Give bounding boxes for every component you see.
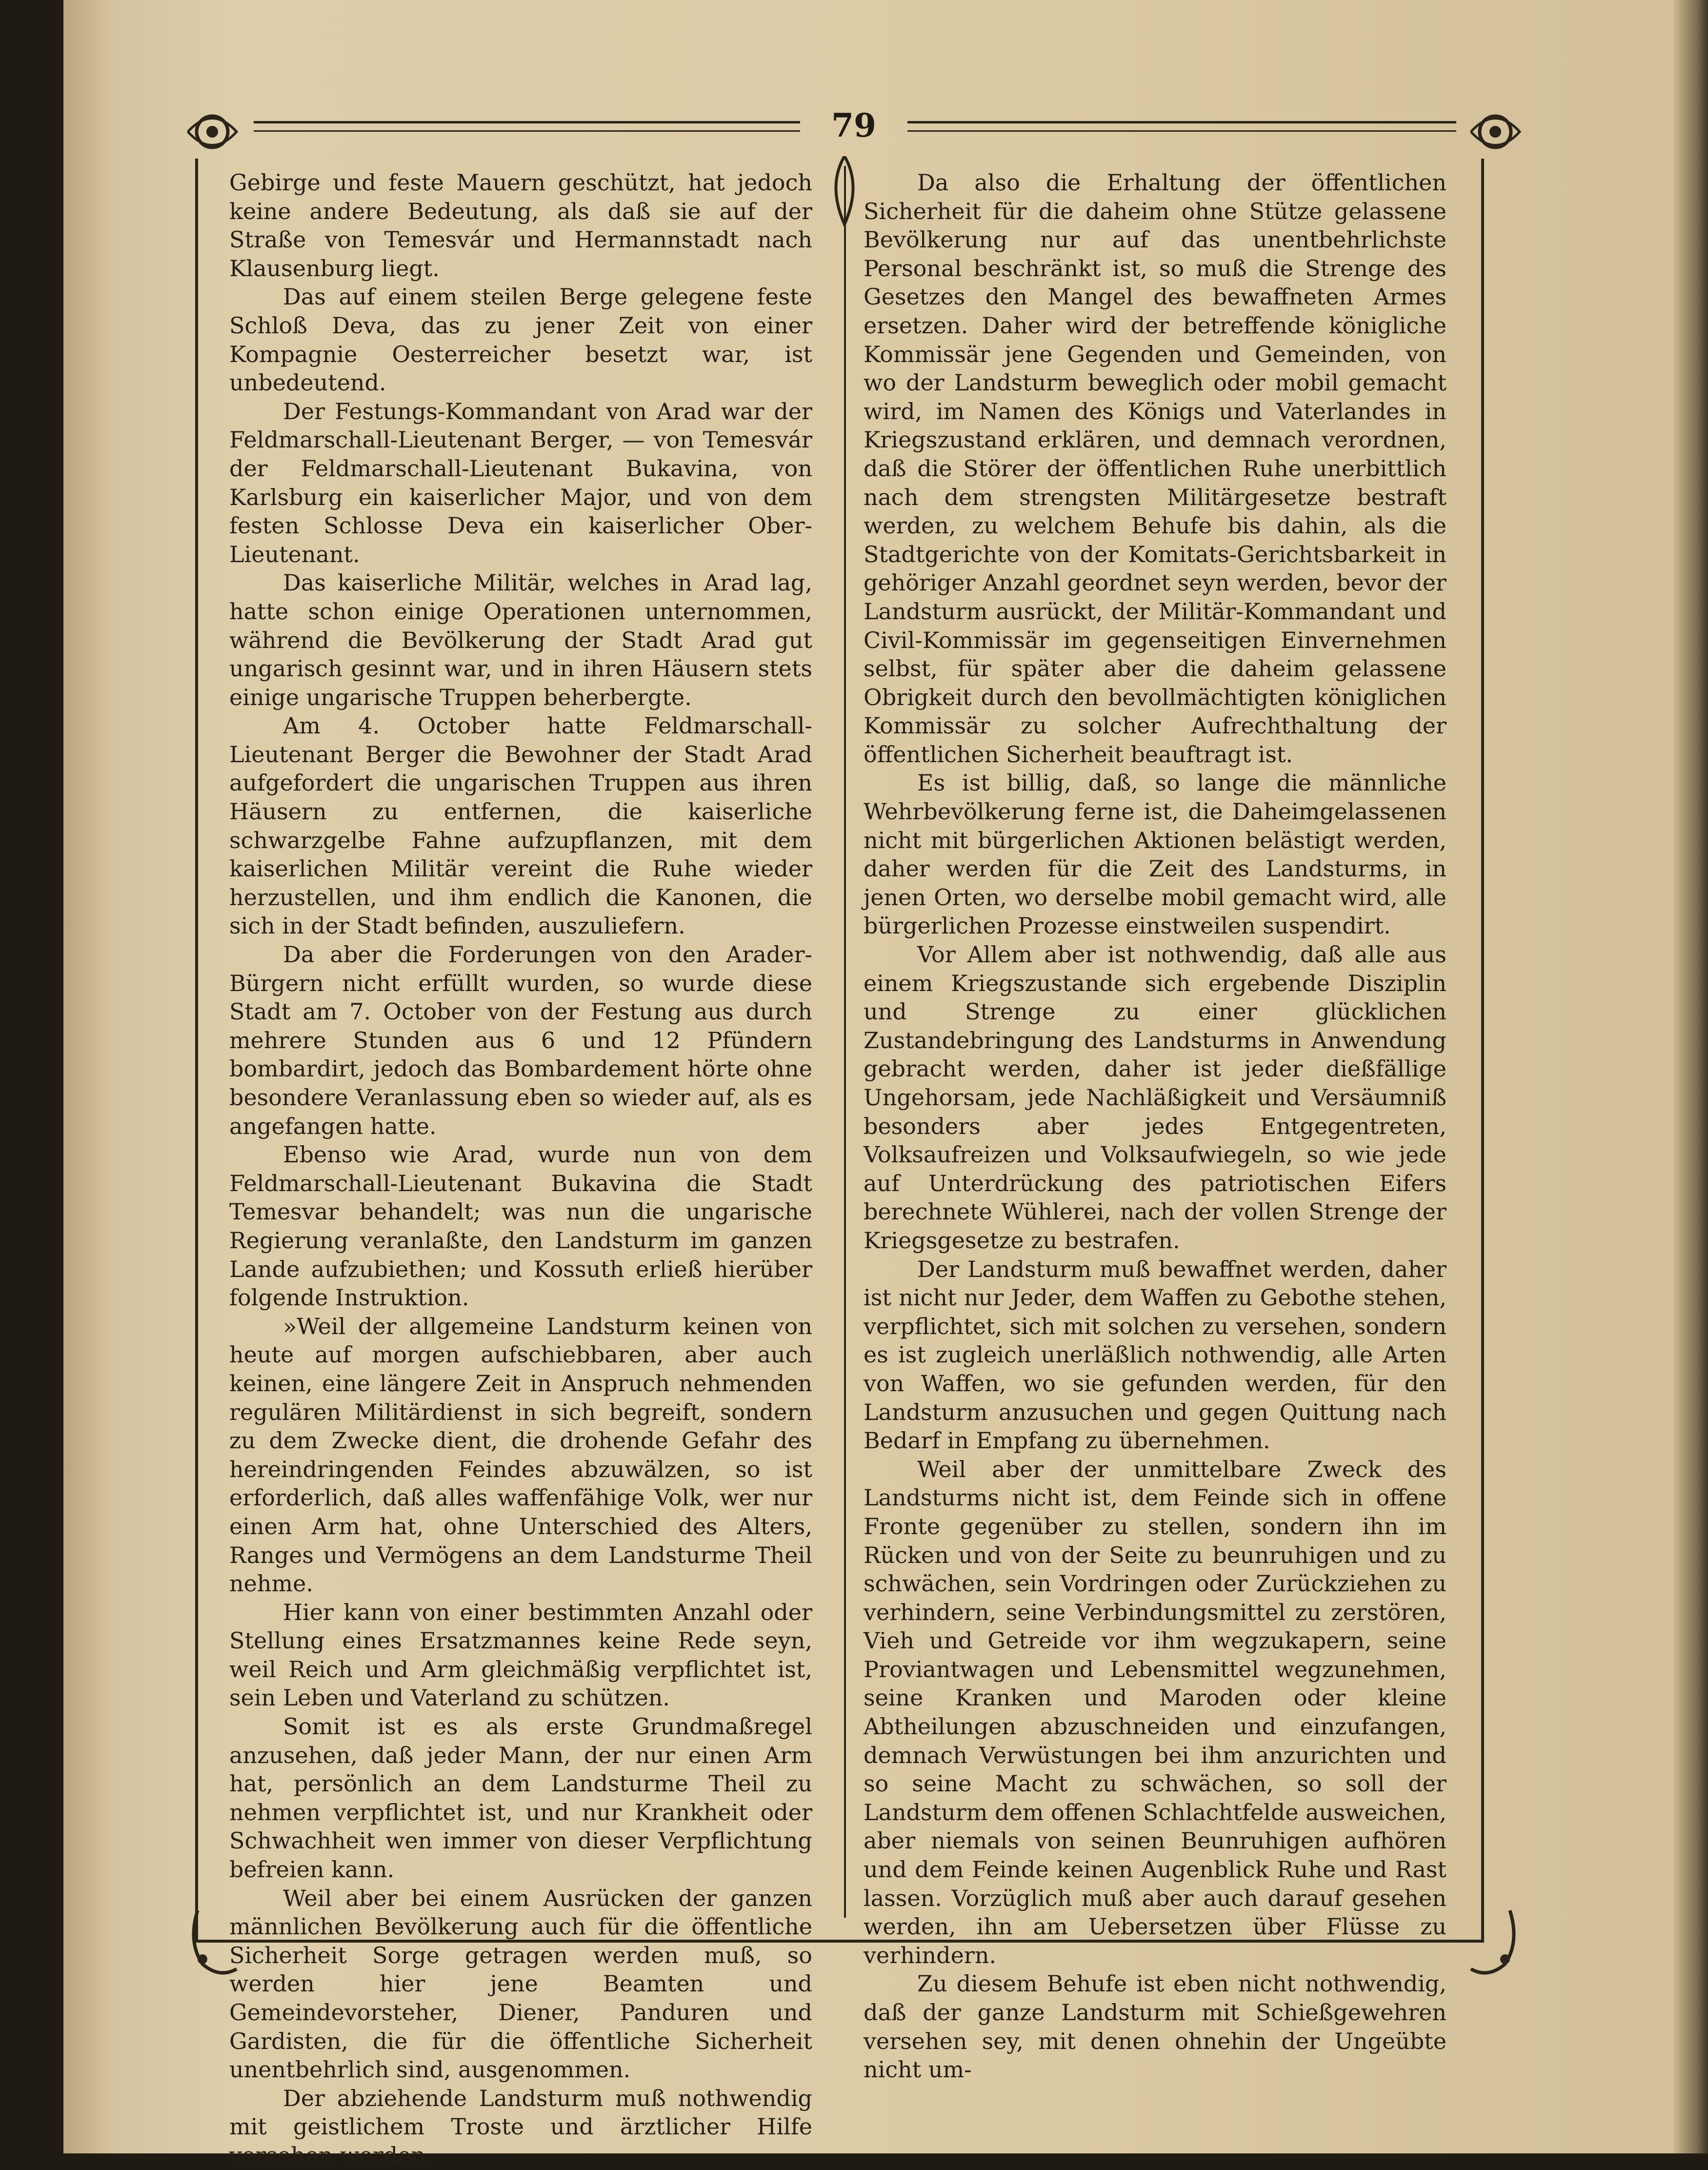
page-number: 79 (831, 106, 876, 144)
right-column (864, 168, 1447, 2084)
paragraph: Da also die Erhaltung der öffentlichen Sicherheit für die daheim ohne Stütze gelassene Bevölkerung nur auf das unentbehrlichste Personal beschränkt ist, so muß die Strenge des Gesetzes den Mangel des bewaffneten Armes ersetzen. Daher wird der betreffende königliche Kommissär jene Gegenden und Gemeinden, von wo der Landsturm beweglich oder mobil gemacht wird, im Namen des Königs und Vaterlandes in Kriegszustand erklären, und demnach verordnen, daß die Störer der öffentlichen Ruhe unerbittlich nach dem strengsten Militärgesetze bestraft werden, zu welchem Behufe bis dahin, als die Stadtgerichte von der Komitats-Gerichtsbarkeit in gehöriger Anzahl geordnet seyn werden, bevor der Landsturm ausrückt, der Militär-Kommandant und Civil-Kommissär im gegenseitigen Einvernehmen selbst, für später aber die daheim gelassene Obrigkeit durch den bevollmächtigten königlichen Kommissär zu solcher Aufrechthaltung der öffentlichen Sicherheit beauftragt ist. (864, 169, 1447, 768)
corner-ornament-top-right (1456, 95, 1529, 168)
paragraph: Der Landsturm muß bewaffnet werden, daher ist nicht nur Jeder, dem Waffen zu Gebothe stehen, verpflichtet, sich mit solchen zu versehen, sondern es ist zugleich unerläßlich nothwendig, alle Arten von Waffen, wo sie gefunden werden, für den Landsturm anzusuchen und gegen Quittung nach Bedarf in Empfang zu übernehmen. (864, 1256, 1447, 1454)
page-edge (1673, 0, 1708, 2153)
header-rule-left (254, 121, 800, 132)
paragraph: Das kaiserliche Militär, welches in Arad lag, hatte schon einige Operationen unternommen, während die Bevölkerung der Stadt Arad gut ungarisch gesinnt war, und in ihren Häusern stets einige ungarische Truppen beherbergte. (229, 569, 812, 710)
paragraph: Gebirge und feste Mauern geschützt, hat jedoch keine andere Bedeutung, als daß sie auf der Straße von Temesvár und Hermannstadt nach Klausenburg liegt. (229, 169, 812, 282)
paragraph: Der abziehende Landsturm muß nothwendig mit geistlichem Troste und ärztlicher Hilfe versehen werden. (229, 2085, 812, 2169)
paragraph: Weil aber bei einem Ausrücken der ganzen männlichen Bevölkerung auch für die öffentliche Sicherheit Sorge getragen werden muß, so werden hier jene Beamten und Gemeindevorsteher, Diener, Panduren und Gardisten, die für die öffentliche Sicherheit unentbehrlich sind, ausgenommen. (229, 1885, 812, 2083)
paragraph: Zu diesem Behufe ist eben nicht nothwendig, daß der ganze Landsturm mit Schießgewehren versehen sey, mit denen ohnehin der Ungeübte nicht um- (864, 1970, 1447, 2083)
corner-ornament-top-left (178, 95, 251, 168)
paragraph: Da aber die Forderungen von den Arader-Bürgern nicht erfüllt wurden, so wurde diese Stadt am 7. October von der Festung aus durch mehrere Stunden aus 6 und 12 Pfündern bombardirt, jedoch das Bombardement hörte ohne besondere Veranlassung eben so wieder auf, als es angefangen hatte. (229, 941, 812, 1139)
column-divider (844, 166, 846, 1918)
paragraph: Es ist billig, daß, so lange die männliche Wehrbevölkerung ferne ist, die Daheimgelassenen nicht mit bürgerlichen Aktionen belästigt werden, daher werden für die Zeit des Landsturms, in jenen Orten, wo derselbe mobil gemacht wird, alle bürgerlichen Prozesse einstweilen suspendirt. (864, 770, 1447, 939)
paragraph: Am 4. October hatte Feldmarschall-Lieutenant Berger die Bewohner der Stadt Arad aufgefordert die ungarischen Truppen aus ihren Häusern zu entfernen, die kaiserliche schwarzgelbe Fahne aufzupflanzen, mit dem kaiserlichen Militär vereint die Ruhe wieder herzustellen, und ihm endlich die Kanonen, die sich in der Stadt befinden, auszuliefern. (229, 712, 812, 939)
paragraph: Das auf einem steilen Berge gelegene feste Schloß Deva, das zu jener Zeit von einer Kompagnie Oesterreicher besetzt war, ist unbedeutend. (229, 284, 812, 396)
left-column (229, 168, 812, 2170)
paragraph: Hier kann von einer bestimmten Anzahl oder Stellung eines Ersatzmannes keine Rede seyn, weil Reich und Arm gleichmäßig verpflichtet ist, sein Leben und Vaterland zu schützen. (229, 1599, 812, 1711)
paragraph: Weil aber der unmittelbare Zweck des Landsturms nicht ist, dem Feinde sich in offene Fronte gegenüber zu stellen, sondern ihn im Rücken und von der Seite zu beunruhigen und zu schwächen, sein Vordringen oder Zurückziehen zu verhindern, seine Verbindungsmittel zu zerstören, Vieh und Getreide vor ihm wegzukapern, seine Proviantwagen und Lebensmittel wegzunehmen, seine Kranken und Maroden oder kleine Abtheilungen abzuschneiden und einzufangen, demnach Verwüstungen bei ihm anzurichten und so seine Macht zu schwächen, so soll der Landsturm dem offenen Schlachtfelde ausweichen, aber niemals von seinen Beunruhigen aufhören und dem Feinde keinen Augenblick Ruhe und Rast lassen. Vorzüglich muß aber auch darauf gesehen werden, ihn am Uebersetzen über Flüsse zu verhindern. (864, 1456, 1447, 1968)
paragraph: Der Festungs-Kommandant von Arad war der Feldmarschall-Lieutenant Berger, — von Temesvár der Feldmarschall-Lieutenant Bukavina, von Karlsburg ein kaiserlicher Major, und von dem festen Schlosse Deva ein kaiserlicher Ober-Lieutenant. (229, 398, 812, 568)
paragraph: Ebenso wie Arad, wurde nun von dem Feldmarschall-Lieutenant Bukavina die Stadt Temesvar behandelt; was nun die ungarische Regierung veranlaßte, den Landsturm im ganzen Lande aufzubiethen; und Kossuth erließ hierüber folgende Instruktion. (229, 1141, 812, 1311)
paragraph: »Weil der allgemeine Landsturm keinen von heute auf morgen aufschiebbaren, aber auch keinen, eine längere Zeit in Anspruch nehmenden regulären Militärdienst in sich begreift, sondern zu dem Zwecke dient, die drohende Gefahr des hereindringenden Feindes abzuwälzen, so ist erforderlich, daß alles waffenfähige Volk, wer nur einen Arm hat, ohne Unterschied des Alters, Ranges und Vermögens an dem Landsturme Theil nehme. (229, 1313, 812, 1597)
paragraph: Vor Allem aber ist nothwendig, daß alle aus einem Kriegszustande sich ergebende Disziplin und Strenge zu einer glücklichen Zustandebringung des Landsturms in Anwendung gebracht werden, daher ist jeder dießfällige Ungehorsam, jede Nachläßigkeit und Versäumniß besonders aber jedes Entgegentreten, Volksaufreizen und Volksaufwiegeln, so wie jede auf Unterdrückung des patriotischen Eifers berechnete Wühlerei, nach der vollen Strenge der Kriegsgesetze zu bestrafen. (864, 941, 1447, 1254)
paragraph: Somit ist es als erste Grundmaßregel anzusehen, daß jeder Mann, der nur einen Arm hat, persönlich an dem Landsturme Theil zu nehmen verpflichtet ist, und nur Krankheit oder Schwachheit wen immer von dieser Verpflichtung befreien kann. (229, 1713, 812, 1883)
header-rule-right (907, 121, 1456, 132)
